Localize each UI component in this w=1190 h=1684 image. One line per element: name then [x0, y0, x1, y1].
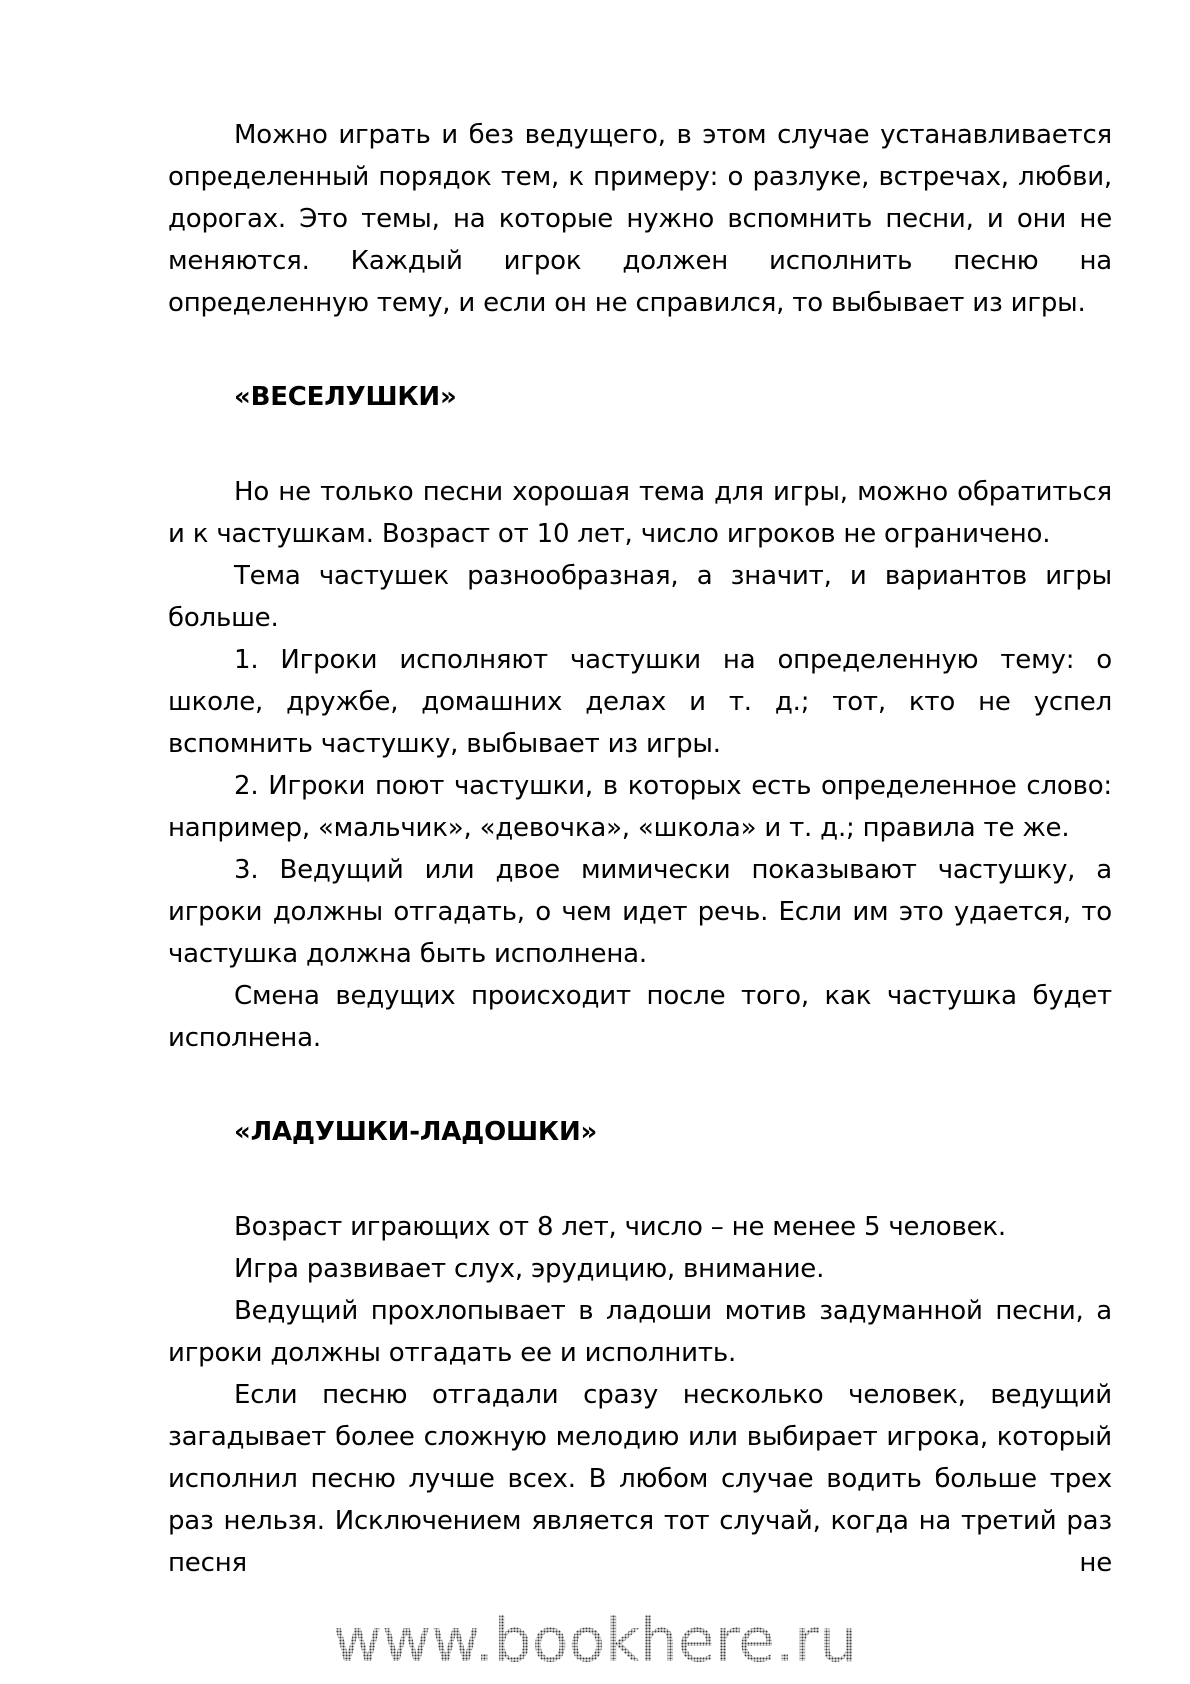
paragraph: Игра развивает слух, эрудицию, внимание.	[234, 1254, 825, 1284]
intro-paragraph: Можно играть и без ведущего, в этом случае устанавливается определенный порядок тем, к примеру: о разлуке, встречах, любви, дорогах. Это темы, на которые нужно вспомнить песни, и они не меняются. Каждый игрок должен исполнить песню на определенную тему, и если он не справился, то выбывает из игры.	[168, 120, 1112, 318]
paragraph: Возраст играющих от 8 лет, число – не менее 5 человек.	[234, 1212, 1006, 1242]
paragraph: Тема частушек разнообразная, а значит, и вариантов игры больше.	[168, 561, 1112, 633]
paragraph-numbered-item-1: 1. Игроки исполняют частушки на определенную тему: о школе, дружбе, домашних делах и т. д.; тот, кто не успел вспомнить частушку, выбывает из игры.	[168, 645, 1112, 759]
paragraph: Ведущий прохлопывает в ладоши мотив задуманной песни, а игроки должны отгадать ее и исполнить.	[168, 1296, 1112, 1368]
paragraph: Смена ведущих происходит после того, как частушка будет исполнена.	[168, 981, 1112, 1053]
paragraph-numbered-item-2: 2. Игроки поют частушки, в которых есть определенное слово: например, «мальчик», «девочка», «школа» и т. д.; правила те же.	[168, 771, 1112, 843]
section-heading-veselushki: «ВЕСЕЛУШКИ»	[234, 382, 457, 412]
text-content	[168, 114, 1112, 1584]
paragraph: Если песню отгадали сразу несколько человек, ведущий загадывает более сложную мелодию или выбирает игрока, который исполнил песню лучше всех. В любом случае водить больше трех раз нельзя. Исключением является тот случай, когда на третий раз песня не	[168, 1380, 1112, 1578]
section-heading-ladushki-ladoshki: «ЛАДУШКИ-ЛАДОШКИ»	[234, 1117, 598, 1147]
paragraph: Но не только песни хорошая тема для игры, можно обратиться и к частушкам. Возраст от 10 лет, число игроков не ограничено.	[168, 477, 1112, 549]
paragraph-numbered-item-3: 3. Ведущий или двое мимически показывают частушку, а игроки должны отгадать, о чем идет речь. Если им это удается, то частушка должна быть исполнена.	[168, 855, 1112, 969]
watermark-text: www.bookhere.ru	[0, 1606, 1190, 1676]
